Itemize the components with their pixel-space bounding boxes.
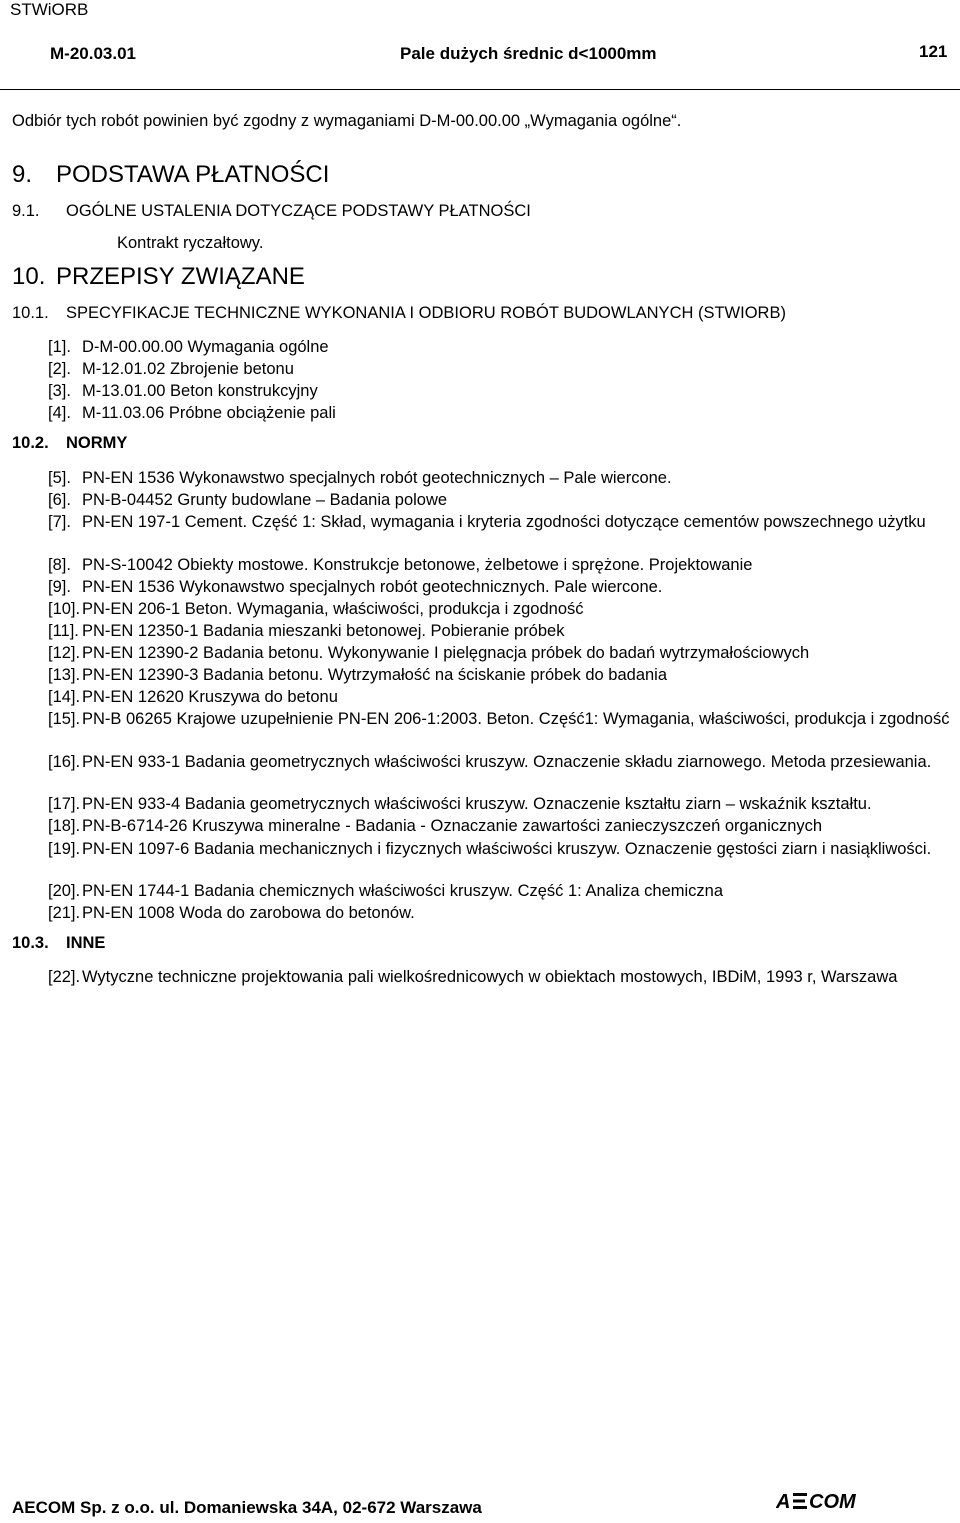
section-10-3-number: 10.3. [12, 934, 49, 952]
ref-number: [10]. [48, 600, 81, 618]
header-spec-code: M-20.03.01 [50, 44, 136, 63]
ref-text: PN-EN 1536 Wykonawstwo specjalnych robót geotechnicznych. Pale wiercone. [82, 578, 663, 596]
header-spec-title: Pale dużych średnic d<1000mm [400, 44, 657, 63]
ref-text: PN-EN 206-1 Beton. Wymagania, właściwości, produkcja i zgodność [82, 600, 584, 618]
ref-number: [11]. [48, 622, 79, 640]
page-number: 121 [919, 42, 948, 61]
ref-text: PN-EN 12390-2 Badania betonu. Wykonywanie I pielęgnacja próbek do badań wytrzymałościowych [82, 644, 810, 662]
ref-number: [14]. [48, 688, 81, 706]
list-item [48, 643, 953, 664]
ref-number: [2]. [48, 360, 71, 378]
ref-text: M-12.01.02 Zbrojenie betonu [82, 360, 294, 378]
section-10-number: 10. [12, 263, 46, 290]
ref-text: PN-EN 1744-1 Badania chemicznych właściwości kruszyw. Część 1: Analiza chemiczna [82, 882, 724, 900]
ref-text: Wytyczne techniczne projektowania pali wielkośrednicowych w obiektach mostowych, IBDiM, 1993 r, Warszawa [82, 968, 898, 986]
header-divider [0, 89, 960, 90]
list-item [48, 577, 953, 598]
ref-text: PN-EN 1008 Woda do zarobowa do betonów. [82, 904, 415, 922]
ref-number: [4]. [48, 404, 71, 422]
ref-text: PN-EN 1097-6 Badania mechanicznych i fizycznych właściwości kruszyw. Oznaczenie gęstości ziarn i nasiąkliwości. [82, 840, 932, 858]
section-10-2-title: NORMY [66, 434, 128, 452]
list-item [48, 687, 953, 708]
ref-number: [3]. [48, 382, 71, 400]
ref-text: PN-S-10042 Obiekty mostowe. Konstrukcje betonowe, żelbetowe i sprężone. Projektowanie [82, 556, 753, 574]
svg-text:A: A [776, 1491, 791, 1512]
list-item [48, 403, 948, 424]
ref-number: [12]. [48, 644, 81, 662]
footer-address: AECOM Sp. z o.o. ul. Domaniewska 34A, 02-672 Warszawa [12, 1498, 482, 1517]
ref-text: PN-EN 1536 Wykonawstwo specjalnych robót geotechnicznych – Pale wiercone. [82, 469, 672, 487]
ref-number: [20]. [48, 882, 81, 900]
ref-number: [18]. [48, 817, 81, 835]
ref-number: [15]. [48, 710, 81, 728]
section-9-1-title: OGÓLNE USTALENIA DOTYCZĄCE PODSTAWY PŁATNOŚCI [66, 202, 531, 220]
section-9-number: 9. [12, 161, 33, 188]
section-10-1-title: SPECYFIKACJE TECHNICZNE WYKONANIA I ODBIORU ROBÓT BUDOWLANYCH (STWIORB) [66, 304, 786, 322]
ref-text: PN-EN 197-1 Cement. Część 1: Skład, wymagania i kryteria zgodności dotyczące cementów powszechnego użytku [82, 513, 926, 531]
ref-text: PN-EN 12390-3 Badania betonu. Wytrzymałość na ściskanie próbek do badania [82, 666, 668, 684]
ref-text: D-M-00.00.00 Wymagania ogólne [82, 338, 329, 356]
list-item [48, 381, 948, 402]
ref-text: PN-EN 12620 Kruszywa do betonu [82, 688, 338, 706]
list-item [48, 709, 953, 751]
list-item [48, 555, 953, 576]
ref-text: PN-B-6714-26 Kruszywa mineralne - Badania - Oznaczanie zawartości zanieczyszczeń organicznych [82, 817, 823, 835]
section-9-1-text: Kontrakt ryczałtowy. [117, 234, 264, 252]
list-item [48, 359, 948, 380]
ref-text: PN-EN 933-4 Badania geometrycznych właściwości kruszyw. Oznaczenie kształtu ziarn – wskaźnik kształtu. [82, 795, 872, 813]
section-9-title: PODSTAWA PŁATNOŚCI [56, 161, 330, 188]
list-item [48, 881, 953, 902]
list-item [48, 794, 953, 815]
section-9-1-number: 9.1. [12, 202, 40, 220]
list-item [48, 621, 953, 642]
header-app-name: STWiORB [10, 0, 89, 19]
list-item [48, 468, 953, 489]
intro-paragraph: Odbiór tych robót powinien być zgodny z wymaganiami D-M-00.00.00 „Wymagania ogólne“. [12, 112, 682, 130]
ref-text: M-13.01.00 Beton konstrukcyjny [82, 382, 318, 400]
list-item [48, 752, 953, 794]
list-item [48, 512, 953, 554]
ref-number: [17]. [48, 795, 81, 813]
section-10-title: PRZEPISY ZWIĄZANE [56, 263, 305, 290]
list-item [48, 816, 953, 837]
list-item [48, 839, 953, 881]
ref-text: PN-B 06265 Krajowe uzupełnienie PN-EN 206-1:2003. Beton. Część1: Wymagania, właściwości, produkcja i zgodność [82, 710, 950, 728]
list-item [48, 337, 948, 358]
section-10-2-number: 10.2. [12, 434, 49, 452]
ref-text: M-11.03.06 Próbne obciążenie pali [82, 404, 336, 422]
ref-number: [6]. [48, 491, 71, 509]
ref-number: [5]. [48, 469, 71, 487]
ref-number: [22]. [48, 968, 81, 986]
ref-number: [1]. [48, 338, 71, 356]
ref-number: [21]. [48, 904, 81, 922]
ref-number: [16]. [48, 753, 81, 771]
list-item [48, 903, 953, 924]
ref-number: [19]. [48, 840, 81, 858]
ref-text: PN-EN 933-1 Badania geometrycznych właściwości kruszyw. Oznaczenie składu ziarnowego. Metoda przesiewania. [82, 753, 932, 771]
section-10-3-title: INNE [66, 934, 106, 952]
ref-text: PN-B-04452 Grunty budowlane – Badania polowe [82, 491, 448, 509]
list-item [48, 665, 953, 686]
aecom-logo-icon [776, 1490, 886, 1512]
list-item [48, 599, 953, 620]
ref-number: [7]. [48, 513, 71, 531]
svg-text:COM: COM [809, 1491, 856, 1512]
ref-number: [9]. [48, 578, 71, 596]
ref-number: [13]. [48, 666, 81, 684]
section-10-1-number: 10.1. [12, 304, 49, 322]
list-item [48, 967, 953, 988]
ref-text: PN-EN 12350-1 Badania mieszanki betonowej. Pobieranie próbek [82, 622, 565, 640]
list-item [48, 490, 953, 511]
ref-number: [8]. [48, 556, 71, 574]
aecom-logo [776, 1490, 886, 1517]
